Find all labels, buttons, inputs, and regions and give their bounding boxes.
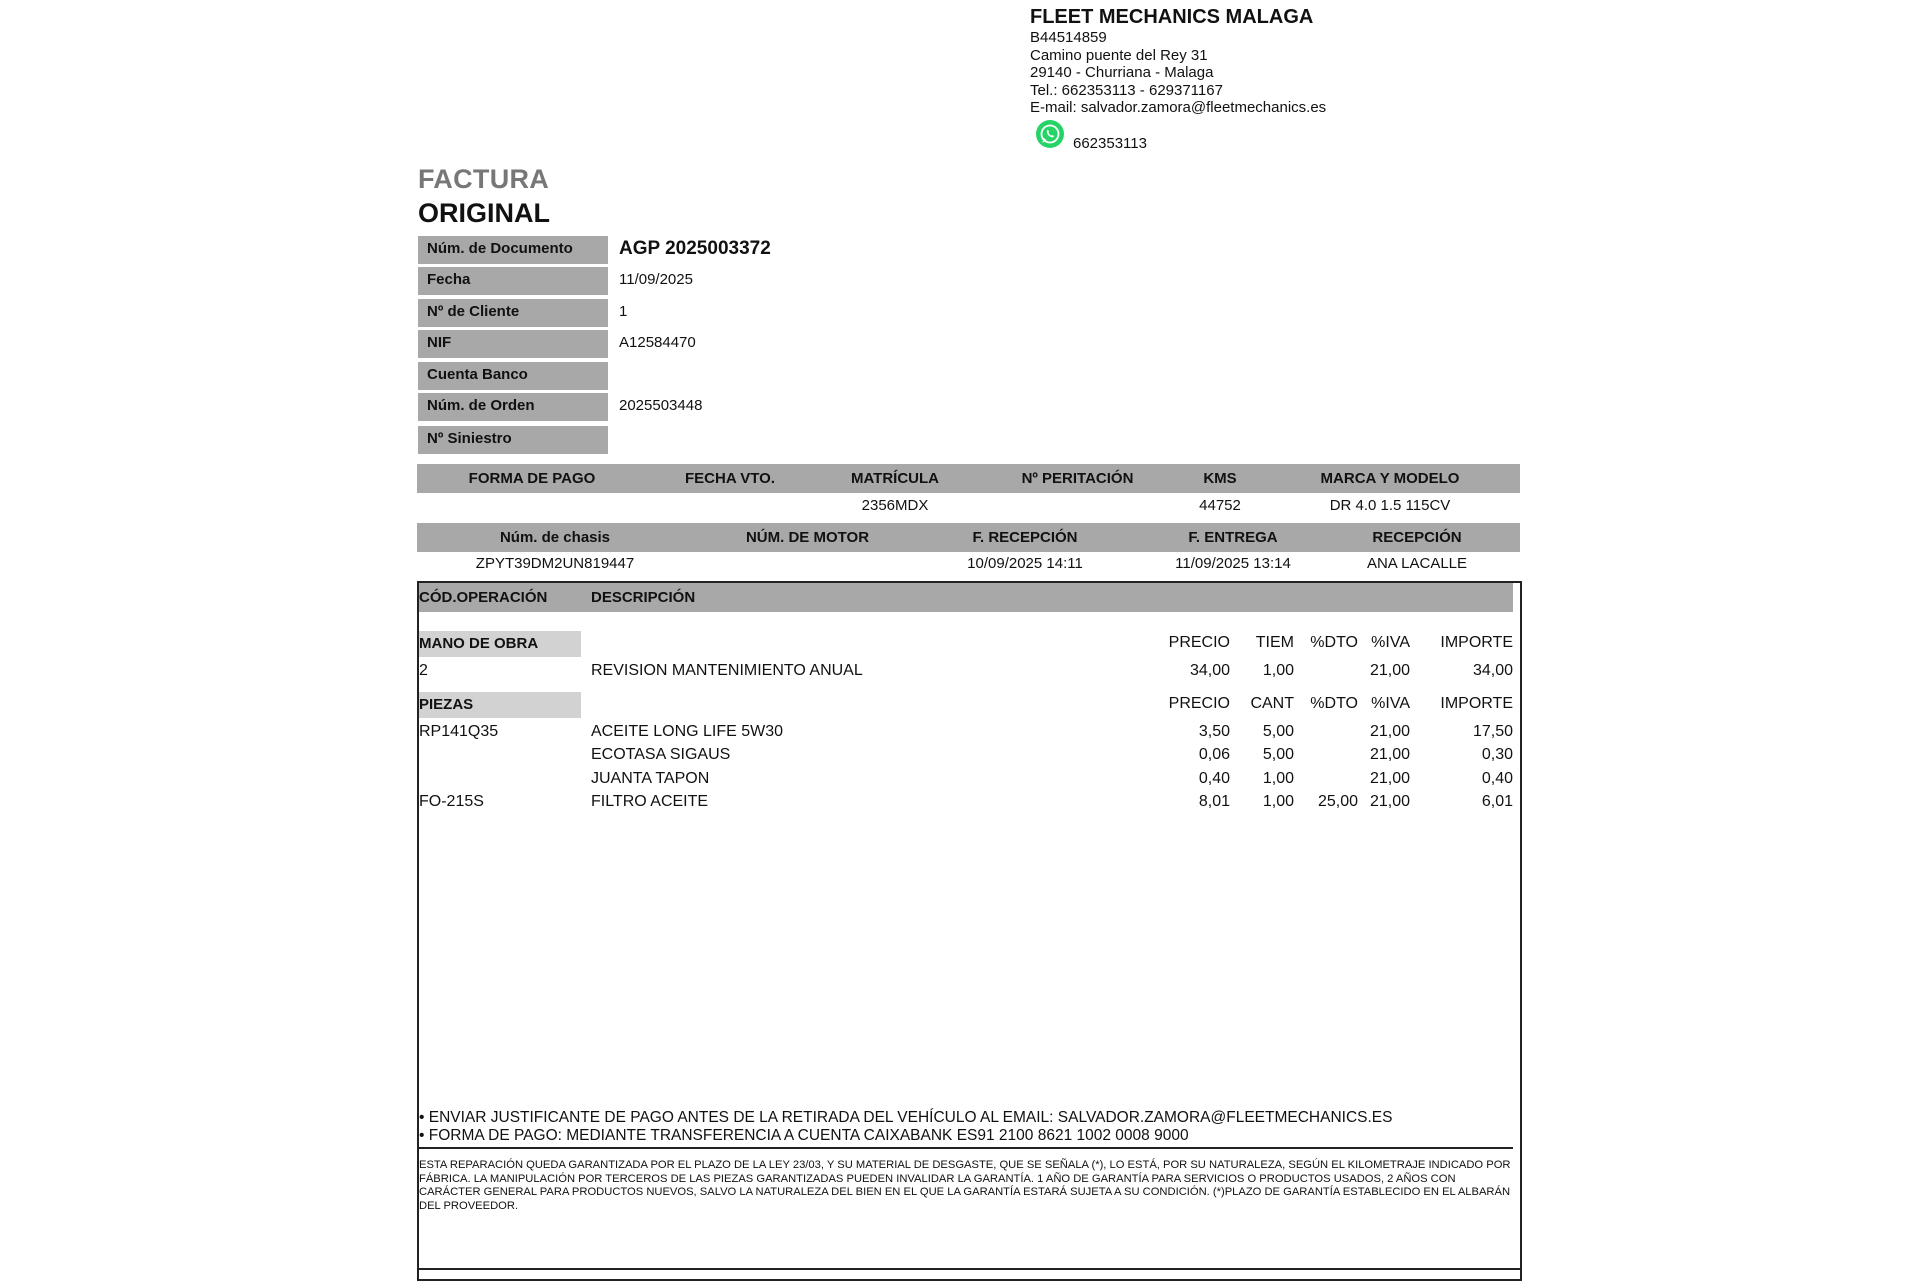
company-phones: Tel.: 662353113 - 629371167 bbox=[1030, 81, 1223, 99]
info-label-date: Fecha bbox=[418, 267, 608, 295]
row-vat: 21,00 bbox=[1369, 770, 1410, 787]
value-make-model: DR 4.0 1.5 115CV bbox=[1329, 497, 1451, 514]
document-type-title: FACTURA bbox=[418, 164, 550, 194]
value-plate: 2356MDX bbox=[861, 497, 929, 514]
header-receptionist: RECEPCIÓN bbox=[1372, 529, 1462, 546]
info-label-bank-account: Cuenta Banco bbox=[418, 362, 608, 390]
row-description: ACEITE LONG LIFE 5W30 bbox=[591, 723, 784, 740]
row-vat: 21,00 bbox=[1369, 723, 1410, 740]
row-description: ECOTASA SIGAUS bbox=[591, 746, 731, 763]
info-label-document: Núm. de Documento bbox=[418, 236, 608, 264]
header-reception-date: F. RECEPCIÓN bbox=[972, 529, 1078, 546]
value-kms: 44752 bbox=[1199, 497, 1241, 514]
payment-note-transfer: • FORMA DE PAGO: MEDIANTE TRANSFERENCIA A CUENTA CAIXABANK ES91 2100 8621 1002 0008 9000 bbox=[419, 1127, 1189, 1144]
row-quantity: 1,00 bbox=[1262, 793, 1294, 810]
company-cif: B44514859 bbox=[1030, 29, 1107, 46]
company-address: Camino puente del Rey 31 bbox=[1030, 46, 1208, 64]
row-vat: 21,00 bbox=[1369, 746, 1410, 763]
warranty-legal-text: ESTA REPARACIÓN QUEDA GARANTIZADA POR EL PLAZO DE LA LEY 23/03, Y SU MATERIAL DE DESGASTE, QUE SE SEÑALA (*), LO ESTÁ, POR SU NATURALEZA, SEGÚN EL KILOMETRAJE INDICADO POR FÁBRICA. LA MANIPULACIÓN POR TERCEROS DE LAS PIEZAS GARANTIZADAS PUEDEN INVALIDAR LA GARANTÍA. 1 AÑO DE GARANTÍA PARA SERVICIOS O PRODUCTOS USADOS, 2 AÑOS CON CARÁCTER GENERAL PARA PRODUCTOS NUEVOS, SALVO LA NATURALEZA DEL BIEN EN EL QUE LA GARANTÍA ESTARÁ SUJETA A SU CONDICIÓN. (*)PLAZO DE GARANTÍA ESTABLECIDO EN EL ALBARÁN DEL PROVEEDOR. bbox=[419, 1159, 1511, 1213]
header-operation-code: CÓD.OPERACIÓN bbox=[419, 589, 548, 606]
labor-col-discount: %DTO bbox=[1310, 634, 1358, 651]
row-vat: 21,00 bbox=[1369, 793, 1410, 810]
value-receptionist: ANA LACALLE bbox=[1366, 555, 1468, 572]
labor-col-price: PRECIO bbox=[1168, 634, 1230, 651]
row-quantity: 5,00 bbox=[1262, 746, 1294, 763]
document-copy-title: ORIGINAL bbox=[418, 198, 550, 228]
row-description: FILTRO ACEITE bbox=[591, 793, 709, 810]
header-make-model: MARCA Y MODELO bbox=[1320, 470, 1460, 487]
header-description: DESCRIPCIÓN bbox=[591, 589, 696, 606]
whatsapp-number: 662353113 bbox=[1073, 135, 1147, 152]
lines-header-band bbox=[419, 583, 1513, 612]
row-price: 8,01 bbox=[1198, 793, 1230, 810]
info-value-client: 1 bbox=[619, 303, 628, 320]
company-email: E-mail: salvador.zamora@fleetmechanics.es bbox=[1030, 99, 1327, 117]
header-engine: NÚM. DE MOTOR bbox=[745, 529, 870, 546]
value-reception-date: 10/09/2025 14:11 bbox=[967, 555, 1083, 572]
info-value-document: AGP 2025003372 bbox=[619, 238, 771, 259]
company-name: FLEET MECHANICS MALAGA bbox=[1030, 6, 1314, 28]
value-delivery-date: 11/09/2025 13:14 bbox=[1175, 555, 1291, 572]
company-city: 29140 - Churriana - Malaga bbox=[1030, 64, 1214, 82]
notes-divider bbox=[419, 1147, 1513, 1149]
row-quantity: 1,00 bbox=[1262, 770, 1294, 787]
row-code: FO-215S bbox=[419, 793, 484, 810]
parts-col-quantity: CANT bbox=[1250, 695, 1294, 712]
labor-col-time: TIEM bbox=[1255, 634, 1294, 651]
row-price: 3,50 bbox=[1198, 723, 1230, 740]
row-code: 2 bbox=[419, 662, 428, 679]
row-quantity: 1,00 bbox=[1262, 662, 1294, 679]
row-vat: 21,00 bbox=[1369, 662, 1410, 679]
parts-col-price: PRECIO bbox=[1168, 695, 1230, 712]
row-quantity: 5,00 bbox=[1262, 723, 1294, 740]
info-value-date: 11/09/2025 bbox=[619, 271, 693, 288]
company-block bbox=[1030, 6, 1450, 117]
info-label-claim: Nº Siniestro bbox=[418, 426, 608, 454]
payment-note-email: • ENVIAR JUSTIFICANTE DE PAGO ANTES DE LA RETIRADA DEL VEHÍCULO AL EMAIL: SALVADOR.ZAMORA@FLEETMECHANICS.ES bbox=[419, 1109, 1393, 1126]
labor-col-vat: %IVA bbox=[1371, 634, 1410, 651]
row-amount: 0,40 bbox=[1481, 770, 1513, 787]
row-amount: 0,30 bbox=[1481, 746, 1513, 763]
header-chassis: Núm. de chasis bbox=[499, 529, 611, 546]
row-amount: 6,01 bbox=[1481, 793, 1513, 810]
info-label-client: Nº de Cliente bbox=[418, 299, 608, 327]
parts-col-vat: %IVA bbox=[1371, 695, 1410, 712]
labor-col-amount: IMPORTE bbox=[1440, 634, 1513, 651]
header-appraisal: Nº PERITACIÓN bbox=[1021, 470, 1134, 487]
row-amount: 17,50 bbox=[1472, 723, 1513, 740]
row-price: 0,06 bbox=[1198, 746, 1230, 763]
parts-col-discount: %DTO bbox=[1310, 695, 1358, 712]
row-description: JUANTA TAPON bbox=[591, 770, 710, 787]
row-price: 0,40 bbox=[1198, 770, 1230, 787]
header-plate: MATRÍCULA bbox=[850, 470, 940, 487]
info-label-order: Núm. de Orden bbox=[418, 393, 608, 421]
section-parts-label: PIEZAS bbox=[419, 692, 581, 718]
footer-divider bbox=[417, 1268, 1522, 1270]
section-labor-label: MANO DE OBRA bbox=[419, 631, 581, 657]
row-price: 34,00 bbox=[1189, 662, 1230, 679]
row-description: REVISION MANTENIMIENTO ANUAL bbox=[591, 662, 863, 679]
row-amount: 34,00 bbox=[1472, 662, 1513, 679]
header-kms: KMS bbox=[1203, 470, 1237, 487]
whatsapp-icon bbox=[1036, 120, 1064, 148]
row-code: RP141Q35 bbox=[419, 723, 499, 740]
info-value-nif: A12584470 bbox=[619, 334, 696, 351]
header-delivery-date: F. ENTREGA bbox=[1188, 529, 1278, 546]
info-label-nif: NIF bbox=[418, 330, 608, 358]
parts-col-amount: IMPORTE bbox=[1440, 695, 1513, 712]
value-chassis: ZPYT39DM2UN819447 bbox=[475, 555, 635, 572]
info-value-order: 2025503448 bbox=[619, 397, 703, 414]
row-discount: 25,00 bbox=[1317, 793, 1358, 810]
header-payment-method: FORMA DE PAGO bbox=[468, 470, 596, 487]
header-due-date: FECHA VTO. bbox=[684, 470, 775, 487]
